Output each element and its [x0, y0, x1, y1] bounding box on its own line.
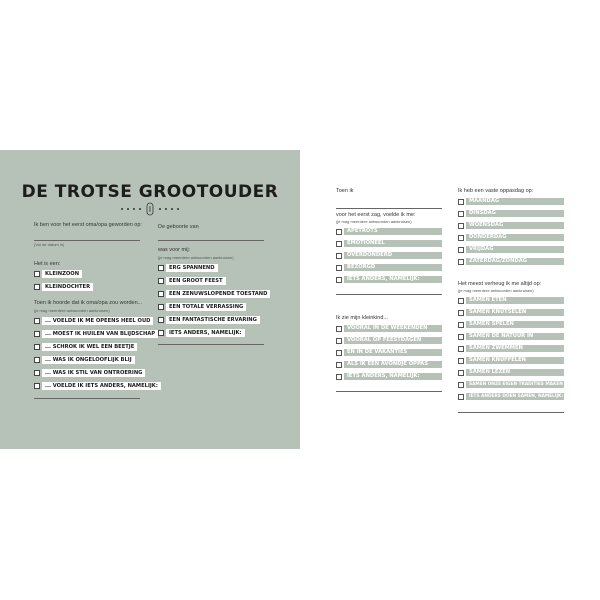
- checkbox[interactable]: [336, 362, 342, 368]
- option-kleindochter[interactable]: [34, 282, 93, 291]
- feel-option[interactable]: [336, 251, 442, 260]
- most-option[interactable]: [458, 380, 564, 389]
- checkbox[interactable]: [336, 350, 342, 356]
- see-option[interactable]: [336, 324, 442, 333]
- feel-option[interactable]: [336, 263, 442, 272]
- checkbox[interactable]: [336, 241, 342, 247]
- answer-line[interactable]: [458, 412, 564, 413]
- option-label: EN IN DE VAKANTIES: [344, 349, 442, 357]
- checkbox[interactable]: [158, 304, 164, 310]
- checkbox[interactable]: [158, 330, 164, 336]
- birth-option[interactable]: [158, 302, 246, 311]
- most-option[interactable]: [458, 344, 564, 353]
- birth-option[interactable]: [158, 289, 270, 298]
- checkbox[interactable]: [458, 235, 464, 241]
- was-for-me-hint: (je mag meerdere antwoorden aankruisen): [158, 255, 234, 260]
- most-option[interactable]: [458, 296, 564, 305]
- most-label: Het meest verheug ik me altijd op:: [458, 281, 542, 287]
- option-label: SAMEN DE NATUUR IN: [466, 333, 564, 341]
- option-label: SAMEN ONZE EIGEN TRADITIES MAKEN: [466, 381, 564, 389]
- checkbox[interactable]: [34, 357, 40, 363]
- see-option[interactable]: [336, 360, 442, 369]
- heard-option[interactable]: [34, 342, 137, 351]
- option-label: SAMEN KNUFFELEN: [466, 357, 564, 365]
- option-label: EMOTIONEEL: [344, 240, 442, 248]
- checkbox[interactable]: [336, 338, 342, 344]
- day-option[interactable]: [458, 245, 564, 254]
- option-label: KLEINZOON: [42, 270, 82, 278]
- heard-option[interactable]: [34, 381, 161, 390]
- answer-line[interactable]: [336, 391, 442, 392]
- right-page: [300, 150, 600, 449]
- first-time-label: Ik ben voor het eerst oma/opa geworden op:: [34, 222, 142, 228]
- checkbox[interactable]: [458, 310, 464, 316]
- checkbox[interactable]: [458, 370, 464, 376]
- see-option[interactable]: [336, 372, 442, 381]
- checkbox[interactable]: [34, 284, 40, 290]
- checkbox[interactable]: [458, 211, 464, 217]
- option-label: ERG SPANNEND: [166, 264, 218, 272]
- answer-line[interactable]: [34, 398, 140, 399]
- checkbox[interactable]: [34, 271, 40, 277]
- checkbox[interactable]: [336, 326, 342, 332]
- option-label: ALS IK EEN AVONDJE OPPAS: [344, 361, 442, 369]
- left-page: [0, 150, 300, 449]
- checkbox[interactable]: [336, 265, 342, 271]
- option-label: SAMEN SPELEN: [466, 321, 564, 329]
- option-label: IETS ANDERS DOEN SAMEN, NAMELIJK:: [466, 393, 564, 401]
- option-label: SAMEN KNUTSELEN: [466, 309, 564, 317]
- checkbox[interactable]: [458, 259, 464, 265]
- then-label: Toen ik: [336, 188, 354, 194]
- option-label: WOENSDAG: [466, 222, 564, 230]
- day-option[interactable]: [458, 233, 564, 242]
- feel-option[interactable]: [336, 227, 442, 236]
- option-label: SAMEN ZWEMMEN: [466, 345, 564, 353]
- checkbox[interactable]: [336, 253, 342, 259]
- option-label: IETS ANDERS, NAMELIJK:: [166, 329, 245, 337]
- day-option[interactable]: [458, 197, 564, 206]
- most-option[interactable]: [458, 356, 564, 365]
- option-label: MAANDAG: [466, 198, 564, 206]
- checkbox[interactable]: [336, 374, 342, 380]
- page-title: DE TROTSE GROOTOUDER: [21, 182, 279, 202]
- first-saw-hint: (je mag meerdere antwoorden aankruisen): [336, 219, 412, 224]
- fixed-day-label: Ik heb een vaste oppasdag op:: [458, 188, 534, 194]
- option-label: EEN TOTALE VERRASSING: [166, 303, 246, 311]
- option-label: ... VOELDE IK ME OPEENS HEEL OUD: [42, 317, 153, 325]
- heard-label: Toen ik hoorde dat ik oma/opa zou worden...: [34, 300, 143, 306]
- option-label: DINSDAG: [466, 210, 564, 218]
- option-label: ... MOEST IK HUILEN VAN BLIJDSCHAP: [42, 330, 158, 338]
- feel-option[interactable]: [336, 239, 442, 248]
- most-hint: (je mag meerdere antwoorden aankruisen): [458, 288, 534, 293]
- option-label: ... WAS IK STIL VAN ONTROERING: [42, 369, 145, 377]
- checkbox[interactable]: [458, 394, 464, 400]
- heard-option[interactable]: [34, 368, 145, 377]
- option-label: SAMEN LEZEN: [466, 369, 564, 377]
- option-label: EEN ZENUWSLOPENDE TOESTAND: [166, 290, 270, 298]
- option-label: SAMEN ETEN: [466, 297, 564, 305]
- checkbox[interactable]: [158, 317, 164, 323]
- option-label: VOORAL OP FEESTDAGEN: [344, 337, 442, 345]
- birth-label: De geboorte van: [158, 224, 199, 230]
- birth-option[interactable]: [158, 315, 260, 324]
- heard-option[interactable]: [34, 329, 158, 338]
- most-option[interactable]: [458, 368, 564, 377]
- see-option[interactable]: [336, 336, 442, 345]
- answer-line[interactable]: [336, 294, 442, 295]
- option-label: EEN GROOT FEEST: [166, 277, 226, 285]
- ornament-divider: [118, 202, 182, 216]
- day-option[interactable]: [458, 257, 564, 266]
- option-kleinzoon[interactable]: [34, 269, 82, 278]
- answer-line[interactable]: [158, 344, 264, 345]
- checkbox[interactable]: [458, 322, 464, 328]
- see-option[interactable]: [336, 348, 442, 357]
- heard-hint: (je mag meerdere antwoorden aankruisen): [34, 308, 110, 313]
- option-label: ... VOELDE IK IETS ANDERS, NAMELIJK:: [42, 382, 161, 390]
- heard-option[interactable]: [34, 355, 135, 364]
- birth-option[interactable]: [158, 263, 218, 272]
- most-option[interactable]: [458, 320, 564, 329]
- checkbox[interactable]: [158, 265, 164, 271]
- option-label: ... WAS IK ONGELOOFLIJK BLIJ: [42, 356, 135, 364]
- option-label: VOORAL IN DE WEEKENDEN: [344, 325, 442, 333]
- most-option[interactable]: [458, 308, 564, 317]
- checkbox[interactable]: [458, 358, 464, 364]
- checkbox[interactable]: [458, 247, 464, 253]
- option-label: DONDERDAG: [466, 234, 564, 242]
- date-line[interactable]: [34, 240, 140, 241]
- most-option[interactable]: [458, 332, 564, 341]
- day-option[interactable]: [458, 221, 564, 230]
- checkbox[interactable]: [158, 278, 164, 284]
- checkbox[interactable]: [34, 370, 40, 376]
- checkbox[interactable]: [34, 344, 40, 350]
- checkbox[interactable]: [458, 223, 464, 229]
- was-for-me-label: was voor mij:: [158, 247, 191, 253]
- it-is-label: Het is een:: [34, 261, 61, 267]
- heard-option[interactable]: [34, 316, 153, 325]
- option-label: OVERDONDERD: [344, 252, 442, 260]
- option-label: EEN FANTASTISCHE ERVARING: [166, 316, 260, 324]
- option-label: ZATERDAG/ZONDAG: [466, 258, 564, 266]
- option-label: ... SCHROK IK WEL EEN BEETJE: [42, 343, 137, 351]
- name-line[interactable]: [158, 240, 264, 241]
- checkbox[interactable]: [458, 298, 464, 304]
- checkbox[interactable]: [458, 199, 464, 205]
- option-label: VRIJDAG: [466, 246, 564, 254]
- option-label: APETROTS: [344, 228, 442, 236]
- checkbox[interactable]: [158, 291, 164, 297]
- option-label: IETS ANDERS, NAMELIJK:: [344, 276, 442, 284]
- date-hint: (Vul de datum in): [34, 242, 65, 247]
- day-option[interactable]: [458, 209, 564, 218]
- checkbox[interactable]: [336, 277, 342, 283]
- checkbox[interactable]: [458, 346, 464, 352]
- option-label: IETS ANDERS, NAMELIJK:: [344, 373, 442, 381]
- option-label: BEZORGD: [344, 264, 442, 272]
- option-label: KLEINDOCHTER: [42, 283, 93, 291]
- checkbox[interactable]: [34, 318, 40, 324]
- birth-option[interactable]: [158, 276, 226, 285]
- checkbox[interactable]: [458, 334, 464, 340]
- checkbox[interactable]: [34, 383, 40, 389]
- most-option[interactable]: [458, 392, 564, 401]
- checkbox[interactable]: [336, 229, 342, 235]
- first-saw-label: voor het eerst zag, voelde ik me:: [336, 212, 416, 218]
- checkbox[interactable]: [458, 382, 464, 388]
- birth-option[interactable]: [158, 328, 245, 337]
- name-line[interactable]: [336, 208, 442, 209]
- see-label: Ik zie mijn kleinkind...: [336, 315, 388, 321]
- checkbox[interactable]: [34, 331, 40, 337]
- feel-option[interactable]: [336, 275, 442, 284]
